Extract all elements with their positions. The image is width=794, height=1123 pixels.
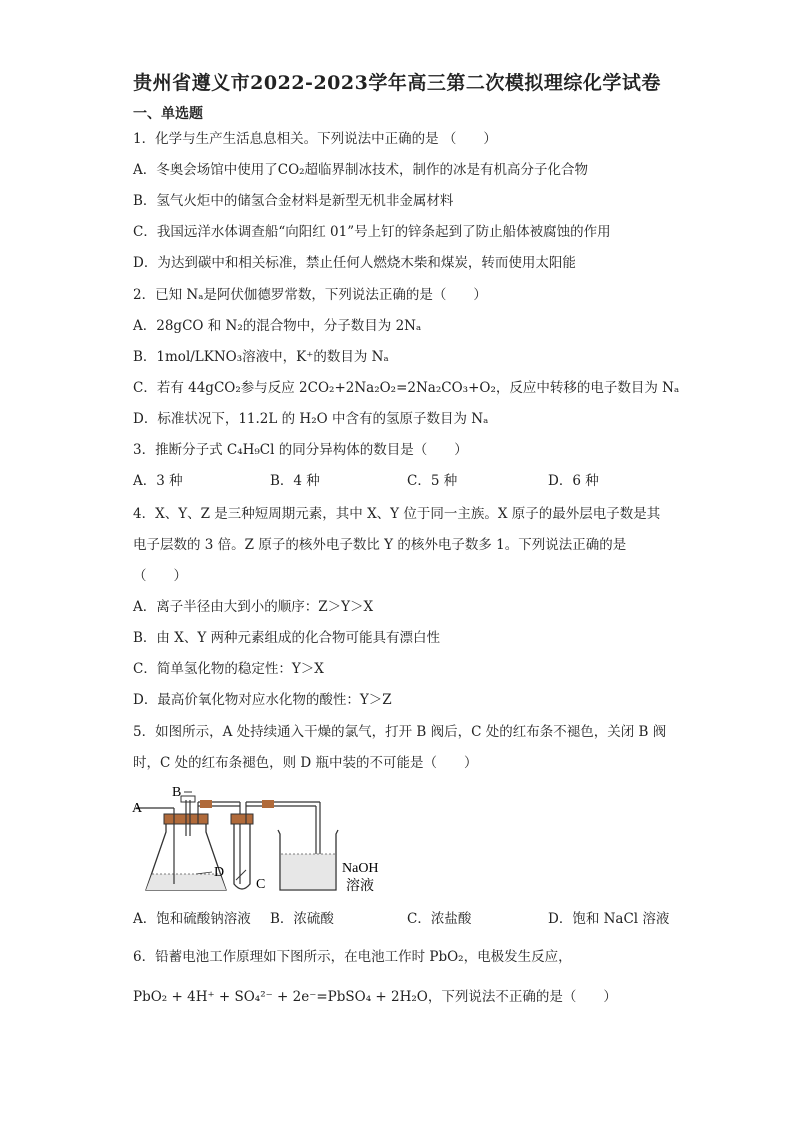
q3-option-a: A．3 种 xyxy=(133,473,183,489)
q6-stem-line2 xyxy=(133,988,617,1006)
q1-option-c: C．我国远洋水体调查船“向阳红 01”号上钉的锌条起到了防止船体被腐蚀的作用 xyxy=(133,224,611,240)
label-c: C xyxy=(256,877,266,892)
q5-apparatus-figure xyxy=(130,784,430,899)
label-b: B xyxy=(172,785,182,800)
section-heading: 一、单选题 xyxy=(133,106,203,122)
q1-option-b: B．氢气火炬中的储氢合金材料是新型无机非金属材料 xyxy=(133,193,454,209)
q2-option-d: D．标准状况下，11.2L 的 H₂O 中含有的氢原子数目为 Nₐ xyxy=(133,411,489,427)
q3-option-b: B．4 种 xyxy=(270,473,320,489)
q1-option-a: A．冬奥会场馆中使用了CO₂超临界制冰技术，制作的冰是有机高分子化合物 xyxy=(133,162,589,178)
q4-option-b: B．由 X、Y 两种元素组成的化合物可能具有漂白性 xyxy=(133,630,441,646)
q2-option-b: B．1mol/LKNO₃溶液中，K⁺的数目为 Nₐ xyxy=(133,349,389,365)
q5-stem-line1: 5．如图所示，A 处持续通入干燥的氯气，打开 B 阀后，C 处的红布条不褪色，关闭 B 阀 xyxy=(133,724,667,740)
label-a: A xyxy=(132,801,143,816)
q6-equation: PbO₂ + 4H⁺ + SO₄²⁻ + 2e⁻=PbSO₄ + 2H₂O xyxy=(133,989,428,1005)
q4-stem-line1: 4．X、Y、Z 是三种短周期元素，其中 X、Y 位于同一主族。X 原子的最外层电子数是其 xyxy=(133,506,661,522)
q3-stem: 3．推断分子式 C₄H₉Cl 的同分异构体的数目是（ ） xyxy=(133,442,468,458)
q2-option-c: C．若有 44gCO₂参与反应 2CO₂+2Na₂O₂=2Na₂CO₃+O₂，反应中转移的电子数目为 Nₐ xyxy=(133,380,680,396)
q4-stem-line3: （ ） xyxy=(133,568,187,584)
q6-stem-tail: ，下列说法不正确的是（ ） xyxy=(427,989,617,1005)
q1-option-d: D．为达到碳中和相关标准，禁止任何人燃烧木柴和煤炭，转而使用太阳能 xyxy=(133,255,576,271)
q5-option-b: B．浓硫酸 xyxy=(270,911,334,927)
q1-stem: 1．化学与生产生活息息相关。下列说法中正确的是 （ ） xyxy=(133,131,497,147)
q3-option-c: C．5 种 xyxy=(407,473,458,489)
label-naoh: NaOH xyxy=(342,861,379,876)
q2-stem: 2．已知 Nₐ是阿伏伽德罗常数，下列说法正确的是（ ） xyxy=(133,287,487,303)
q4-option-d: D．最高价氧化物对应水化物的酸性：Y＞Z xyxy=(133,692,392,708)
q5-option-a: A．饱和硫酸钠溶液 xyxy=(133,911,251,927)
label-solution: 溶液 xyxy=(346,879,374,894)
q4-option-a: A．离子半径由大到小的顺序：Z＞Y＞X xyxy=(133,599,374,615)
q5-option-d: D．饱和 NaCl 溶液 xyxy=(548,911,670,927)
q5-stem-line2: 时，C 处的红布条褪色，则 D 瓶中装的不可能是（ ） xyxy=(133,755,478,771)
q4-stem-line2: 电子层数的 3 倍。Z 原子的核外电子数比 Y 的核外电子数多 1。下列说法正确的是 xyxy=(133,537,627,553)
q2-option-a: A．28gCO 和 N₂的混合物中，分子数目为 2Nₐ xyxy=(133,318,422,334)
q3-option-d: D．6 种 xyxy=(548,473,599,489)
q6-stem-line1: 6．铅蓄电池工作原理如下图所示，在电池工作时 PbO₂，电极发生反应， xyxy=(133,949,572,965)
q4-option-c: C．简单氢化物的稳定性：Y＞X xyxy=(133,661,324,677)
page-title: 贵州省遵义市2022-2023学年高三第二次模拟理综化学试卷 xyxy=(133,72,661,94)
label-d: D xyxy=(214,865,225,880)
q5-option-c: C．浓盐酸 xyxy=(407,911,472,927)
